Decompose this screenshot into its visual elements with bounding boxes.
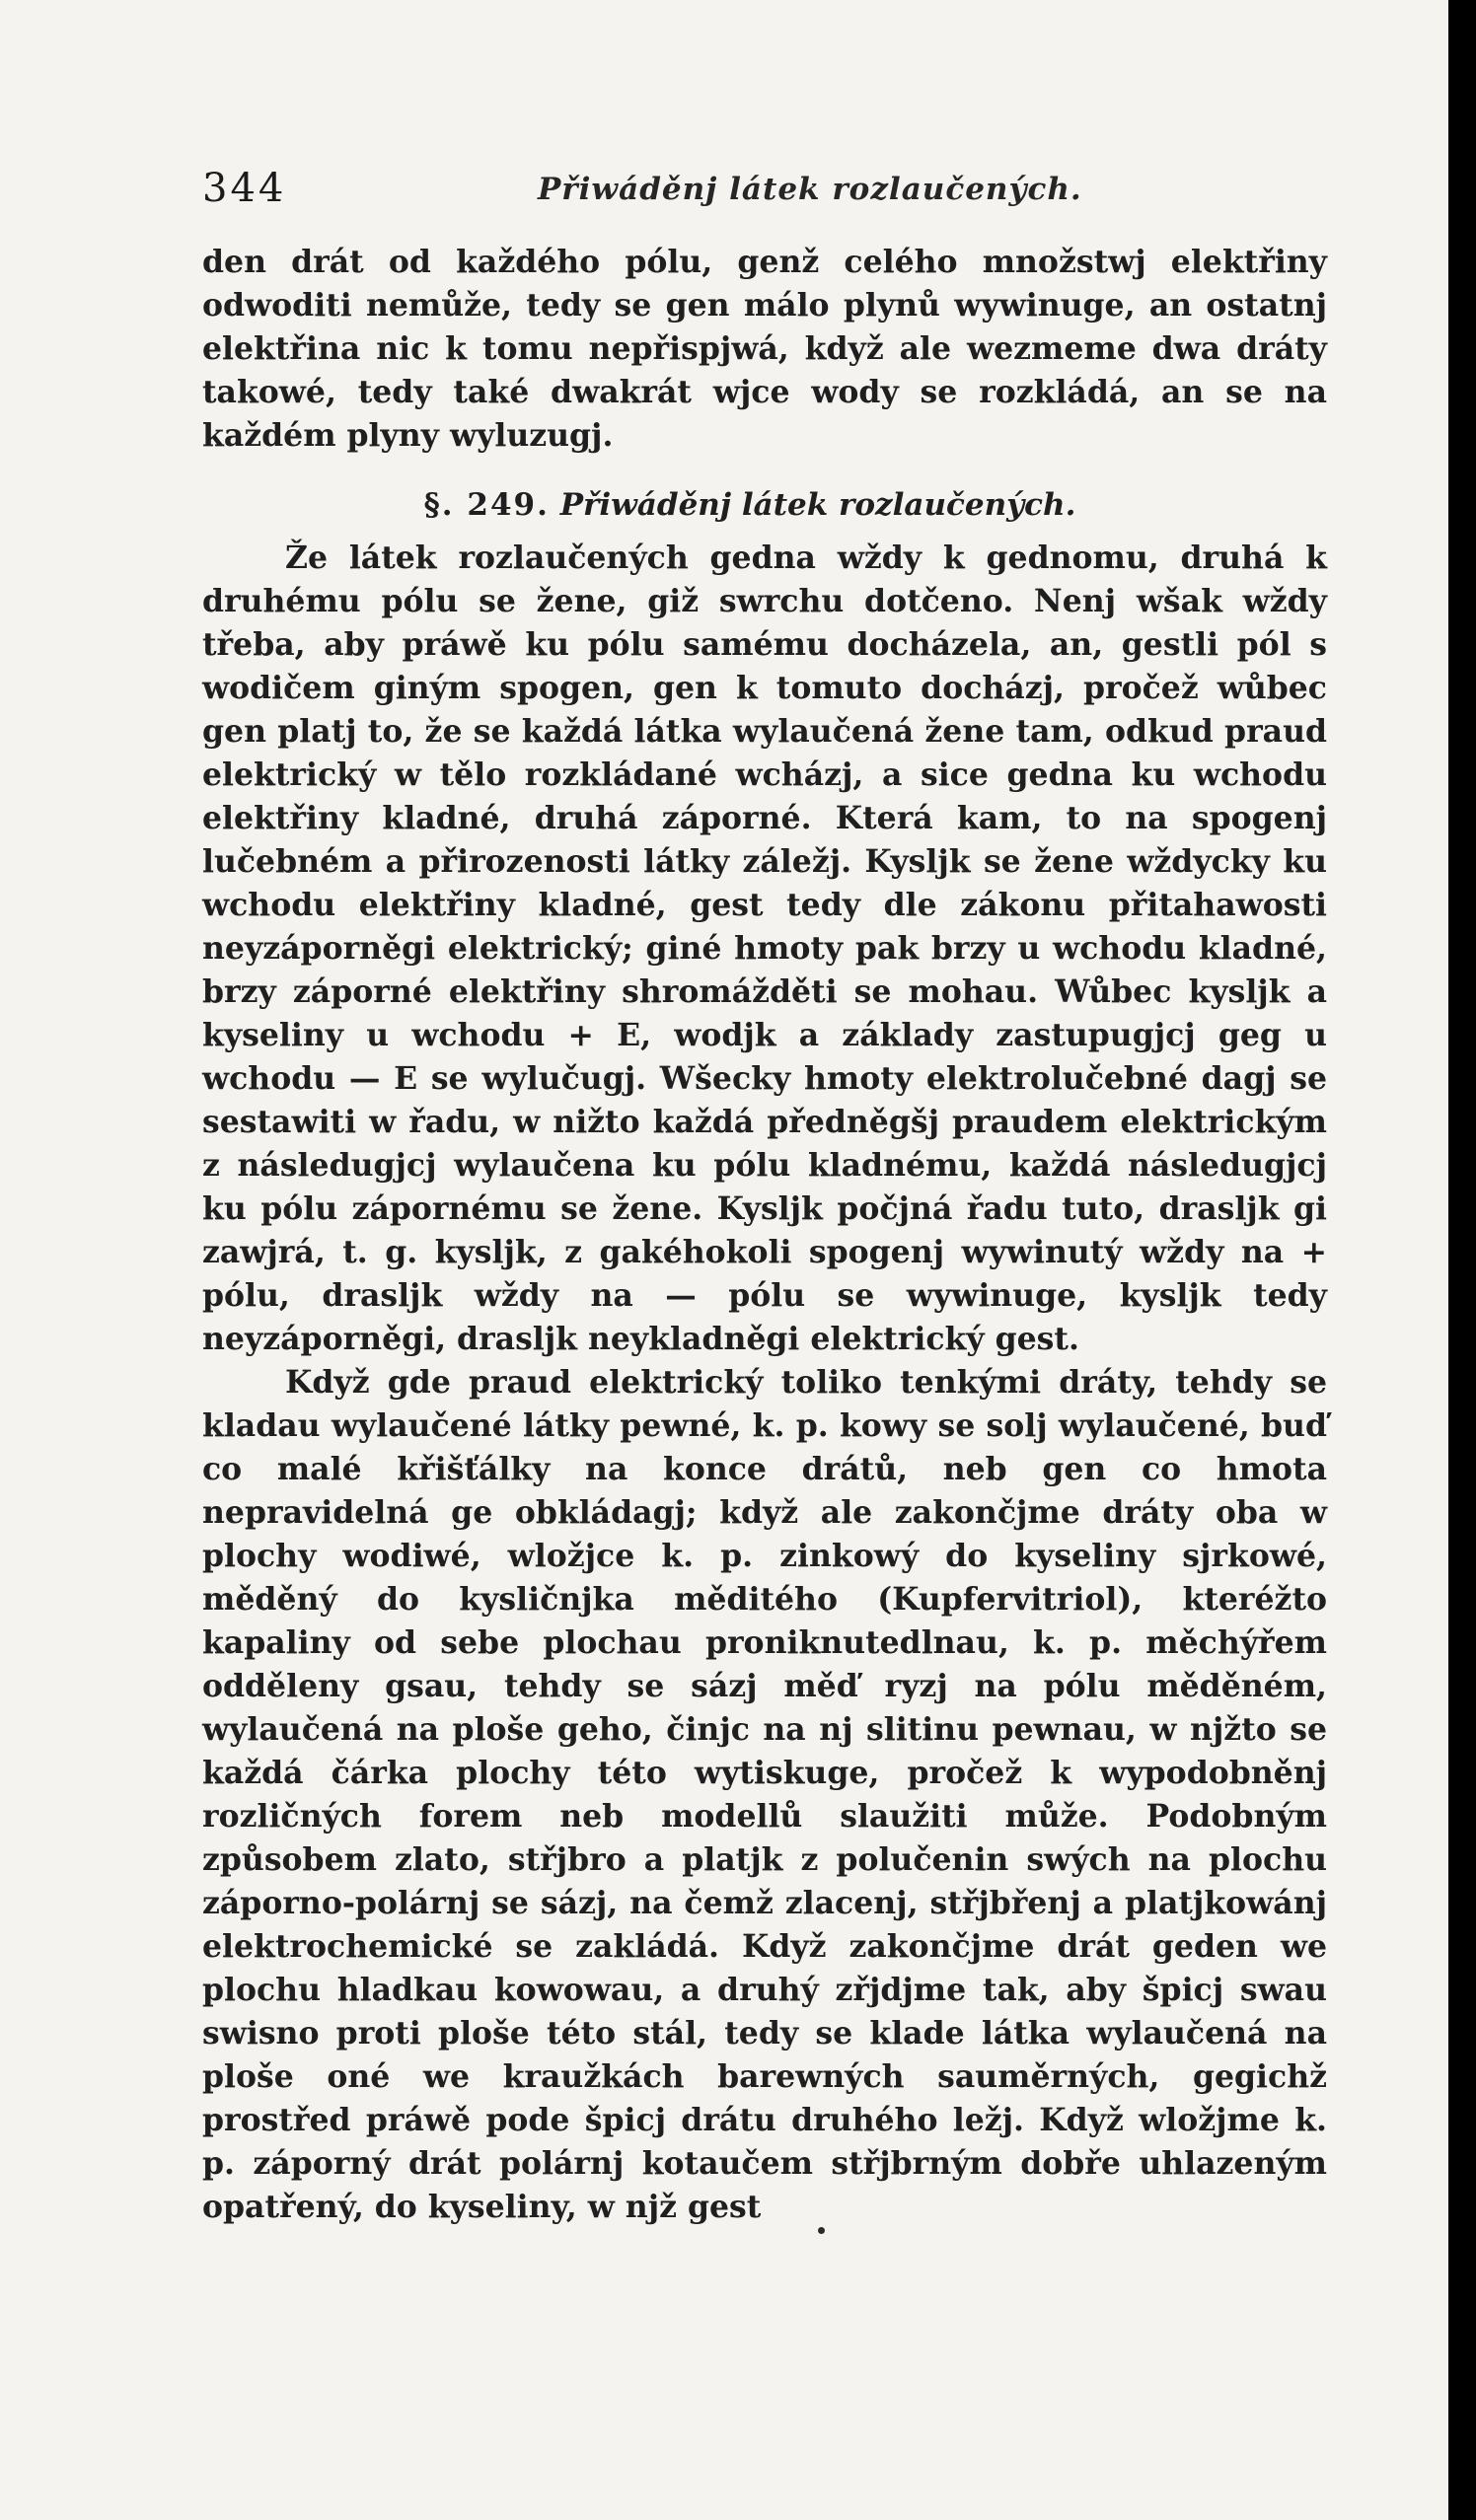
ink-speck — [818, 2227, 825, 2234]
paragraph-continued: den drát od každého pólu, genž celého množstwj elektřiny odwoditi nemůže, tedy se gen málo plynů wywinuge, an ostatnj elektřina nic k tomu nepřispjwá, když ale wezmeme dwa dráty takowé, tedy také dwakrát wjce wody se rozkládá, an se na každém plyny wyluzugj. — [202, 244, 1327, 454]
paragraph-deposition: Když gde praud elektrický toliko tenkými dráty, tehdy se kladau wylaučené látky pewné, k. p. kowy se solj wylaučené, buď co malé křišťálky na konce drátů, neb gen co hmota nepravidelná ge obkládagj; když ale zakončjme dráty oba w plochy wodiwé, wložjce k. p. zinkowý do kyseliny sjrkowé, měděný do kysličnjka měditého (Kupfervitriol), kteréžto kapaliny od sebe plochau proniknutedlnau, k. p. měchýřem odděleny gsau, tehdy se sázj měď ryzj na pólu měděném, wylaučená na ploše geho, činjc na nj slitinu pewnau, w njžto se každá čárka plochy této wytiskuge, pročež k wypodobněnj rozličných forem neb modellů slaužiti může. Podobným způsobem zlato, střjbro a platjk z polučenin swých na plochu záporno-polárnj se sázj, na čemž zlacenj, střjbřenj a platjkowánj elektrochemické se zakládá. Když zakončjme drát geden we plochu hladkau kowowau, a druhý zřjdjme tak, aby špicj swau swisno proti ploše této stál, tedy se klade látka wylaučená na ploše oné we kraužkách barewných sauměrných, gegichž prostřed práwě pode špicj drátu druhého ležj. Když wložjme k. p. záporný drát polárnj kotaučem střjbrným dobře uhlazeným opatřený, do kyseliny, w njž gest — [202, 1364, 1327, 2225]
running-title: Přiwáděnj látek rozlaučených. — [538, 172, 1082, 207]
running-head — [202, 166, 1327, 215]
section-number: §. 249. — [423, 487, 550, 523]
scan-border — [1448, 0, 1476, 2520]
paragraph-section-intro: Že látek rozlaučených gedna wždy k gednomu, druhá k druhému pólu se žene, giž swrchu dotčeno. Nenj wšak wždy třeba, aby práwě ku pólu samému docházela, an, gestli pól s wodičem giným spogen, gen k tomuto docházj, pročež wůbec gen platj to, že se každá látka wylaučená žene tam, odkud praud elektrický w tělo rozkládané wcházj, a sice gedna ku wchodu elektřiny kladné, druhá záporné. Která kam, to na spogenj lučebném a přirozenosti látky záležj. Kysljk se žene wždycky ku wchodu elektřiny kladné, gest tedy dle zákonu přitahawosti neyzáporněgi elektrický; giné hmoty pak brzy u wchodu kladné, brzy záporné elektřiny shromážděti se mohau. Wůbec kysljk a kyseliny u wchodu + E, wodjk a základy zastupugjcj geg u wchodu — E se wylučugj. Wšecky hmoty elektrolučebné dagj se sestawiti w řadu, w nižto každá předněgšj praudem elektrickým z následugjcj wylaučena ku pólu kladnému, každá následugjcj ku pólu zápornému se žene. Kysljk počjná řadu tuto, drasljk gi zawjrá, t. g. kysljk, z gakéhokoli spogenj wywinutý wždy na + pólu, drasljk wždy na — pólu se wywinuge, kysljk tedy neyzáporněgi, drasljk neykladněgi elektrický gest. — [202, 540, 1327, 1357]
section-heading — [202, 483, 1327, 527]
body-text — [202, 241, 1327, 2229]
section-title: Přiwáděnj látek rozlaučených. — [559, 487, 1076, 523]
page-number: 344 — [202, 166, 287, 211]
